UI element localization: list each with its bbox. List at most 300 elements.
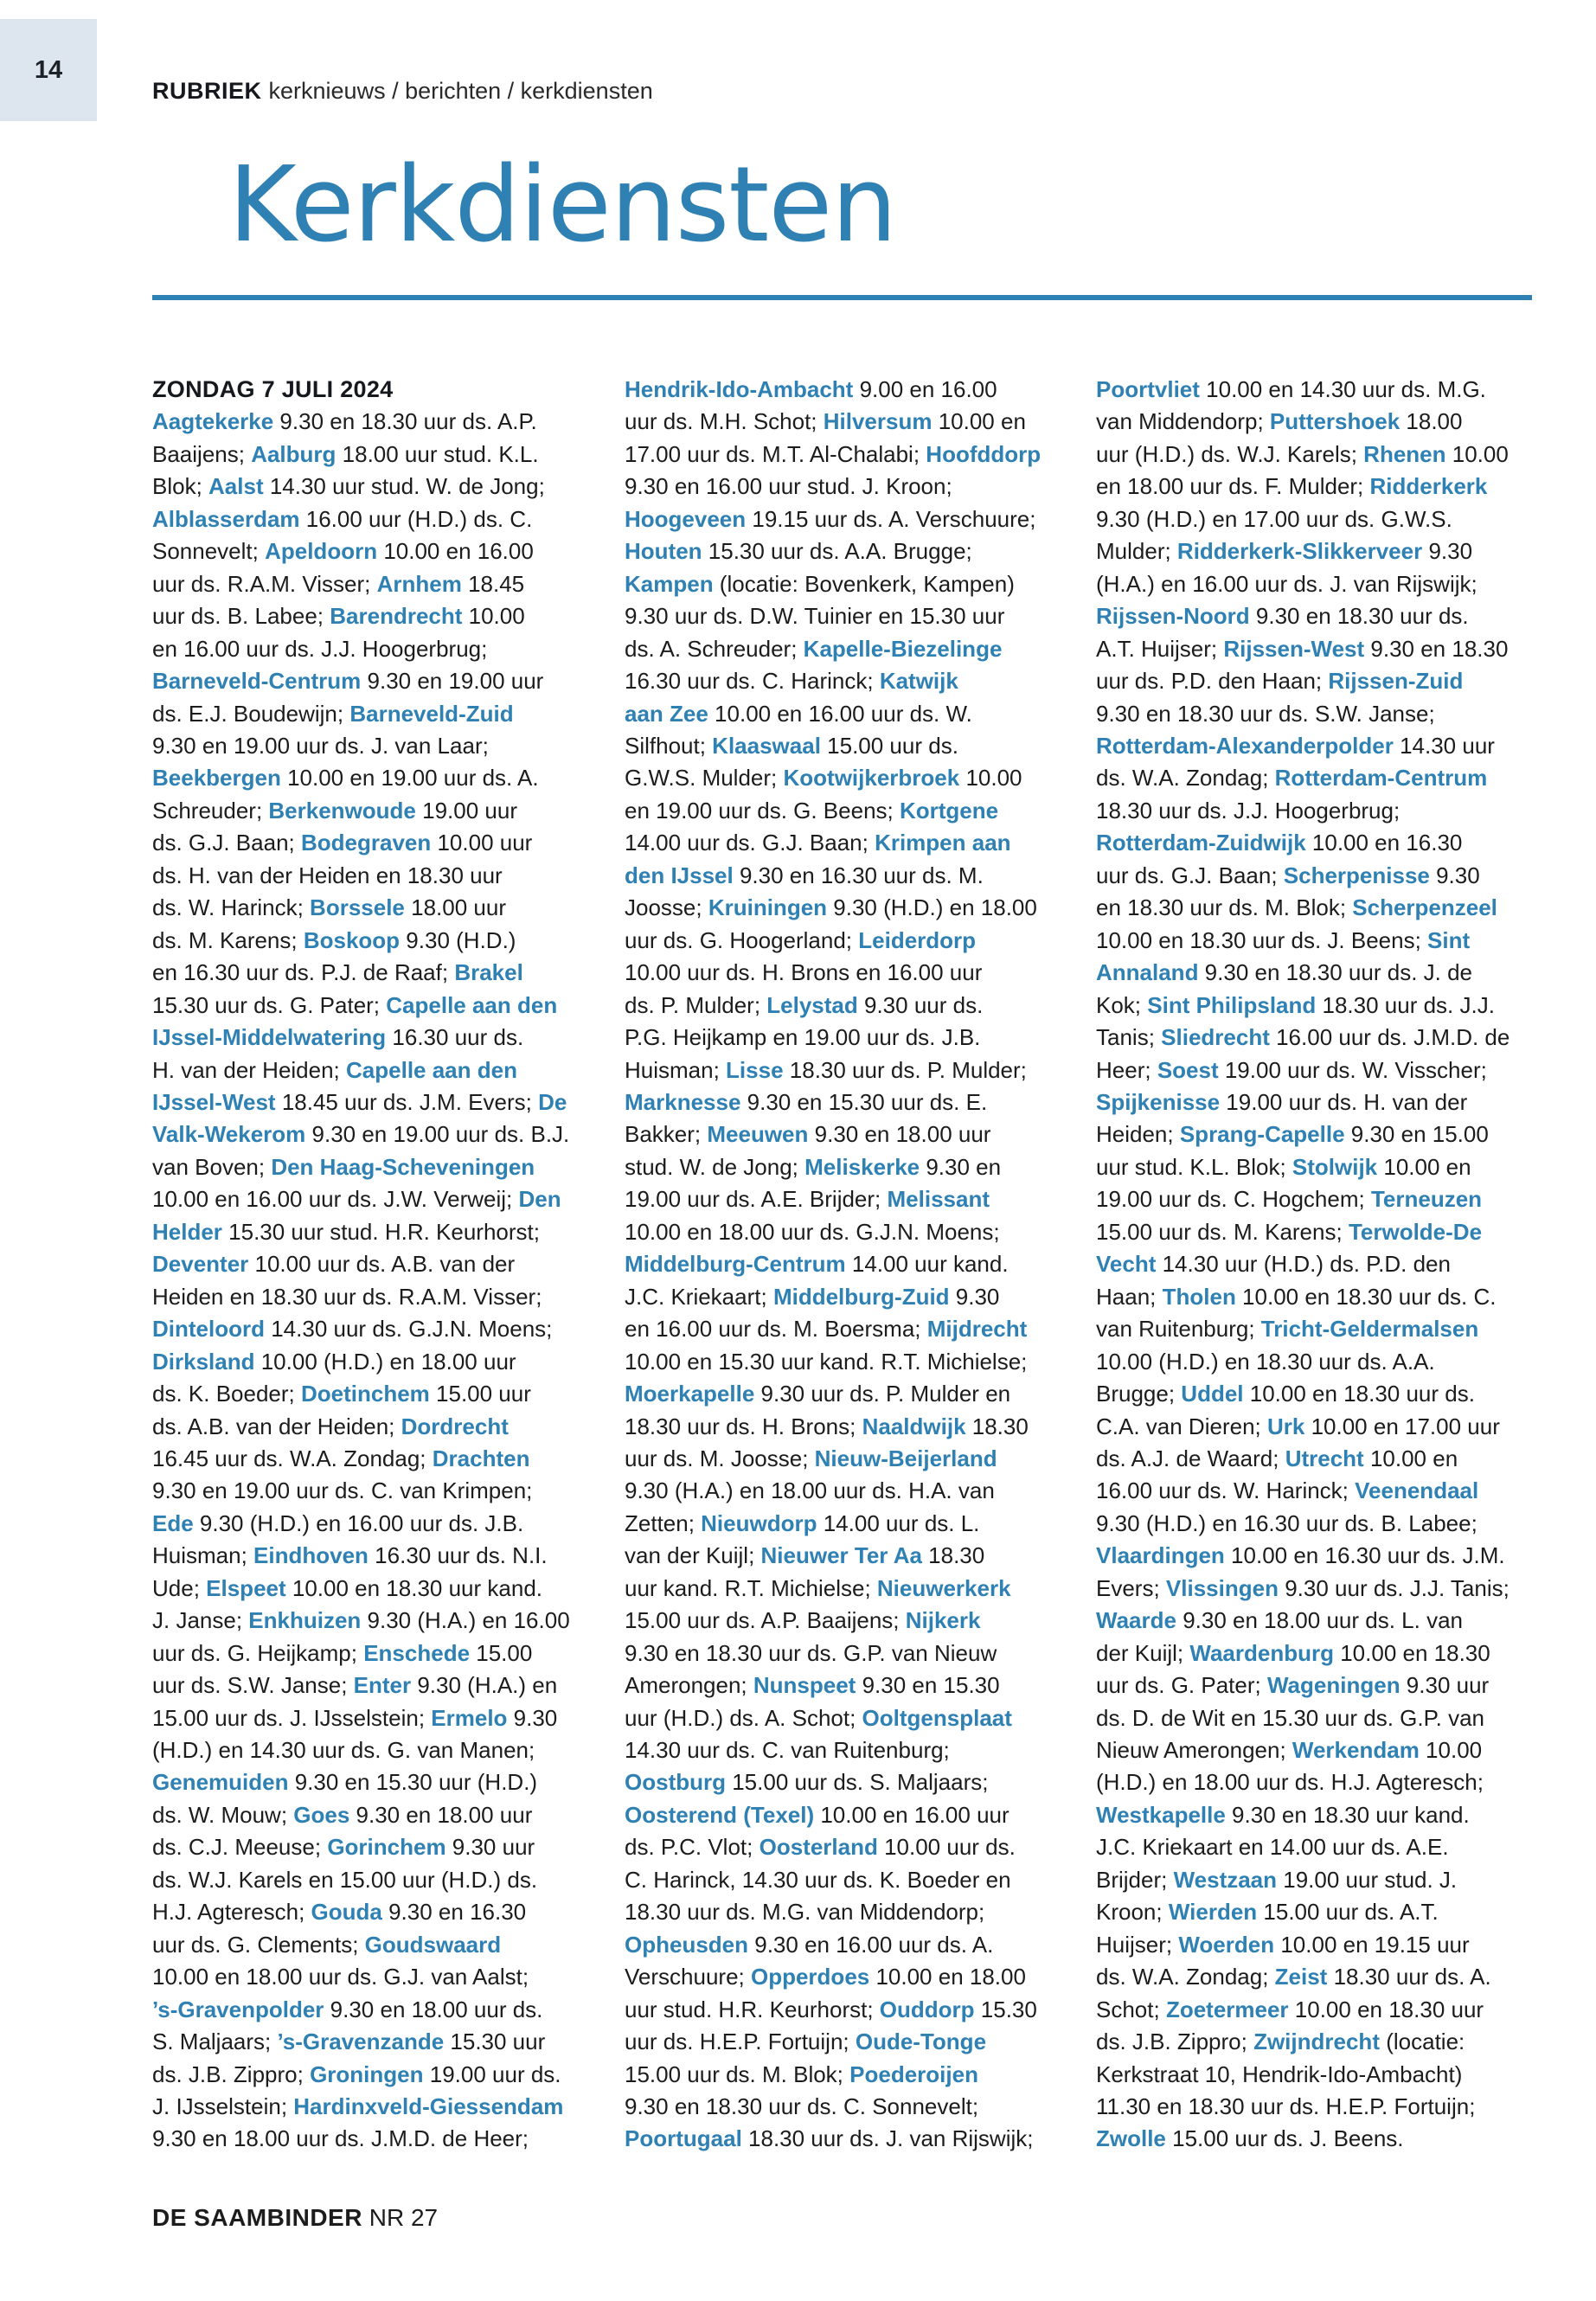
- service-details: 9.30 (H.D.) en 16.30 uur ds. B. Labee;: [1096, 1509, 1477, 1536]
- service-details: 9.30 en 18.30 uur ds. A.P.: [273, 408, 537, 435]
- listing-line: [625, 892, 1074, 924]
- listing-line: [1096, 1508, 1546, 1540]
- service-details: 9.30 (H.A.) en: [411, 1672, 558, 1699]
- service-details: 9.30 en 18.30 uur ds. S.W. Janse;: [1096, 700, 1435, 727]
- service-details: 18.45 uur ds. J.M. Evers;: [275, 1088, 539, 1115]
- service-details: 9.30: [1422, 538, 1473, 565]
- listing-line: [1096, 1831, 1546, 1863]
- service-details: 9.30 en 19.00 uur ds. J. van Laar;: [152, 732, 489, 759]
- service-details: 19.00 uur stud. J.: [1277, 1866, 1458, 1893]
- place-name: Oude-Tonge: [855, 2029, 987, 2055]
- listing-line: [625, 957, 1074, 989]
- listing-line: [1096, 1411, 1546, 1443]
- service-details: 9.30 (H.A.) en 16.00: [361, 1607, 570, 1634]
- service-details: G.W.S. Mulder;: [625, 765, 784, 792]
- listing-line: [152, 1378, 602, 1410]
- place-name: Kapelle-Biezelinge: [803, 635, 1003, 662]
- listing-line: [625, 1151, 1074, 1183]
- service-details: Ude;: [152, 1574, 207, 1601]
- listing-line: [625, 1346, 1074, 1378]
- service-details: 10.00 en 16.00 uur: [814, 1801, 1010, 1828]
- service-details: Joosse;: [625, 894, 708, 921]
- place-name: Den Haag-Scheveningen: [271, 1153, 535, 1180]
- service-details: 15.00 uur ds. J. Beens.: [1165, 2125, 1404, 2152]
- listing-line: [1096, 762, 1546, 794]
- service-details: J. Janse;: [152, 1607, 249, 1634]
- listing-line: [625, 2123, 1074, 2155]
- service-details: uur (H.D.) ds. A. Schot;: [625, 1704, 862, 1731]
- service-details: 14.30 uur stud. W. de Jong;: [263, 473, 545, 500]
- listing-line: [1096, 1670, 1546, 1702]
- place-name: Moerkapelle: [625, 1381, 755, 1407]
- service-details: 9.30 uur ds. D.W. Tuinier en 15.30 uur: [625, 603, 1005, 630]
- service-details: 10.00 en: [1363, 1445, 1458, 1471]
- place-name: Den: [518, 1186, 561, 1213]
- place-name: Marknesse: [625, 1088, 741, 1115]
- service-details: 9.30 (H.A.) en 18.00 uur ds. H.A. van: [625, 1477, 995, 1504]
- listing-line: [152, 439, 602, 471]
- listing-line: [625, 1378, 1074, 1410]
- place-name: Ouddorp: [879, 1996, 975, 2022]
- place-name: Vlissingen: [1165, 1574, 1279, 1601]
- service-details: 9.30: [1429, 862, 1480, 888]
- service-details: Baaijens;: [152, 440, 252, 467]
- listing-line: [1096, 957, 1546, 989]
- place-name: IJssel-Middelwatering: [152, 1024, 387, 1051]
- place-name: Barendrecht: [330, 603, 463, 630]
- listing-line: [1096, 925, 1546, 957]
- listing-line: [1096, 1054, 1546, 1086]
- place-name: Genemuiden: [152, 1769, 289, 1796]
- service-details: Huisman;: [152, 1542, 254, 1569]
- service-details: ds. W.A. Zondag;: [1096, 765, 1275, 792]
- service-details: 16.30 uur ds.: [386, 1024, 524, 1051]
- place-name: Dinteloord: [152, 1316, 265, 1343]
- listing-line: [1096, 600, 1546, 632]
- service-details: 9.30 (H.D.) en 18.00: [827, 894, 1037, 921]
- place-name: Poortvliet: [1096, 376, 1200, 402]
- place-name: Doetinchem: [300, 1381, 430, 1407]
- place-name: Nijkerk: [905, 1607, 981, 1634]
- service-details: 16.30 uur ds. C. Harinck;: [625, 668, 880, 695]
- service-details: 9.30 en 18.30 uur ds. C. Sonnevelt;: [625, 2093, 979, 2120]
- listing-line: [625, 860, 1074, 892]
- service-details: 10.00: [1445, 440, 1509, 467]
- service-details: 9.30 en 18.00 uur ds. J.M.D. de Heer;: [152, 2125, 529, 2152]
- service-details: ds. H. van der Heiden en 18.30 uur: [152, 862, 503, 888]
- listing-line: [152, 698, 602, 730]
- listing-line: [152, 1864, 602, 1896]
- listing-line: [625, 1183, 1074, 1215]
- listing-line: [1096, 1961, 1546, 1993]
- service-details: 10.00: [959, 765, 1022, 792]
- place-name: Uddel: [1181, 1381, 1244, 1407]
- service-details: 19.00 uur ds. H. van der: [1220, 1088, 1468, 1115]
- listing-line: [625, 1411, 1074, 1443]
- service-details: Haan;: [1096, 1283, 1163, 1310]
- listing-line: [152, 1799, 602, 1831]
- place-name: Arnhem: [376, 570, 462, 597]
- listing-line: [152, 1281, 602, 1313]
- service-details: 18.00 uur stud. K.L.: [336, 440, 539, 467]
- listing-line: [625, 1864, 1074, 1896]
- service-details: 9.30 en 18.30 uur ds.: [1249, 603, 1469, 630]
- listing-line: [625, 1248, 1074, 1280]
- listing-line: [1096, 1766, 1546, 1798]
- service-details: 9.30 en 18.30 uur kand.: [1225, 1801, 1470, 1828]
- service-details: uur ds. S.W. Janse;: [152, 1672, 354, 1699]
- listing-line: [152, 1929, 602, 1961]
- place-name: Werkendam: [1292, 1737, 1420, 1764]
- service-details: C.A. van Dieren;: [1096, 1413, 1267, 1439]
- place-name: Meeuwen: [707, 1121, 809, 1148]
- place-name: Krimpen aan: [875, 830, 1011, 856]
- place-name: Hendrik-Ido-Ambacht: [625, 376, 854, 402]
- listing-line: [152, 762, 602, 794]
- service-details: uur ds. G.J. Baan;: [1096, 862, 1284, 888]
- service-details: 15.00 uur: [429, 1381, 531, 1407]
- rubric-path: kerknieuws / berichten / kerkdiensten: [268, 78, 653, 104]
- service-details: 19.15 uur ds. A. Verschuure;: [746, 505, 1036, 532]
- listing-line: [1096, 860, 1546, 892]
- service-details: Blok;: [152, 473, 209, 500]
- service-details: 10.00 en 18.30 uur ds.: [1243, 1381, 1475, 1407]
- place-name: Meliskerke: [804, 1153, 920, 1180]
- place-name: Capelle aan den: [386, 991, 558, 1018]
- listing-line: [152, 1831, 602, 1863]
- service-details: 18.00 uur: [404, 894, 506, 921]
- service-details: 9.30 (H.D.) en 16.00 uur ds. J.B.: [193, 1509, 524, 1536]
- listing-line: [152, 1346, 602, 1378]
- listing-line: [625, 665, 1074, 697]
- place-name: Katwijk: [879, 668, 958, 695]
- service-details: 16.30 uur ds. N.I.: [368, 1542, 548, 1569]
- listing-line: [625, 698, 1074, 730]
- listing-line: [625, 1118, 1074, 1150]
- listing-line: [625, 1702, 1074, 1734]
- listing-line: [152, 1086, 602, 1118]
- service-details: uur ds. G. Heijkamp;: [152, 1639, 364, 1666]
- service-details: H.J. Agteresch;: [152, 1899, 311, 1926]
- service-details: en 16.00 uur ds. J.J. Hoogerbrug;: [152, 635, 488, 662]
- service-details: 9.30 en 15.30: [856, 1672, 1000, 1699]
- service-details: 10.00 en 18.30 uur ds. J. Beens;: [1096, 926, 1428, 953]
- place-name: Annaland: [1096, 959, 1199, 986]
- place-name: Tholen: [1162, 1283, 1236, 1310]
- service-details: 19.00 uur ds.: [423, 2061, 561, 2087]
- date-heading: ZONDAG 7 JULI 2024: [152, 376, 394, 402]
- service-details: 15.00 uur ds. J. IJsselstein;: [152, 1704, 432, 1731]
- service-details: 14.00 uur ds. G.J. Baan;: [625, 830, 875, 856]
- place-name: Rotterdam-Zuidwijk: [1096, 830, 1306, 856]
- service-details: ds. K. Boeder;: [152, 1381, 301, 1407]
- place-name: Sliedrecht: [1161, 1024, 1270, 1051]
- listing-line: [1096, 1313, 1546, 1345]
- place-name: Ede: [152, 1509, 194, 1536]
- place-name: Valk-Wekerom: [152, 1121, 306, 1148]
- service-details: Sonnevelt;: [152, 538, 266, 565]
- listing-line: [625, 1313, 1074, 1345]
- service-details: 9.30 en 16.00 uur ds. A.: [748, 1931, 994, 1958]
- listing-line: [625, 1670, 1074, 1702]
- listing-line: [1096, 1702, 1546, 1734]
- place-name: Barneveld-Centrum: [152, 668, 362, 695]
- place-name: Zwijndrecht: [1253, 2029, 1380, 2055]
- service-details: uur ds. B. Labee;: [152, 603, 330, 630]
- service-details: 18.30 uur ds. H. Brons;: [625, 1413, 862, 1439]
- place-name: Apeldoorn: [265, 538, 378, 565]
- service-details: 9.30 en: [920, 1153, 1002, 1180]
- service-details: 10.00 uur: [431, 830, 533, 856]
- listing-line: [1096, 633, 1546, 665]
- place-name: Nieuwerkerk: [876, 1574, 1011, 1601]
- service-details: 18.30: [965, 1413, 1029, 1439]
- service-details: 18.45: [461, 570, 525, 597]
- service-details: P.G. Heijkamp en 19.00 uur ds. J.B.: [625, 1024, 981, 1051]
- place-name: Brakel: [454, 959, 523, 986]
- listing-line: [1096, 2026, 1546, 2058]
- place-name: Aalst: [208, 473, 264, 500]
- service-details: 11.30 en 18.30 uur ds. H.E.P. Fortuijn;: [1096, 2093, 1476, 2120]
- service-details: Nieuw Amerongen;: [1096, 1737, 1292, 1764]
- listing-line: [625, 1896, 1074, 1928]
- service-details: en 19.00 uur ds. G. Beens;: [625, 797, 900, 824]
- listing-line: [152, 1054, 602, 1086]
- service-details: Brugge;: [1096, 1381, 1182, 1407]
- service-details: 10.00 en: [932, 408, 1026, 435]
- service-details: 19.00 uur ds. W. Visscher;: [1218, 1056, 1487, 1083]
- service-details: 18.30 uur ds. A.: [1327, 1964, 1491, 1990]
- service-details: 15.00: [470, 1639, 533, 1666]
- listing-line: [152, 730, 602, 762]
- place-name: Dirksland: [152, 1348, 255, 1375]
- service-details: Kroon;: [1096, 1899, 1169, 1926]
- service-details: 9.30: [949, 1283, 1000, 1310]
- service-details: Heer;: [1096, 1056, 1157, 1083]
- place-name: Poortugaal: [625, 2125, 742, 2152]
- listing-line: [1096, 795, 1546, 827]
- place-name: Utrecht: [1285, 1445, 1364, 1471]
- listing-line: [1096, 698, 1546, 730]
- service-details: 18.30 uur ds. M.G. van Middendorp;: [625, 1899, 985, 1926]
- listing-line: [152, 1896, 602, 1928]
- service-details: 14.30 uur (H.D.) ds. P.D. den: [1156, 1251, 1451, 1278]
- service-details: 16.00 uur (H.D.) ds. C.: [299, 505, 533, 532]
- listing-line: [625, 990, 1074, 1022]
- listing-line: [625, 1605, 1074, 1637]
- service-details: 14.30 uur: [1393, 732, 1495, 759]
- listing-line: [1096, 2059, 1546, 2091]
- service-details: ds. C.J. Meeuse;: [152, 1834, 328, 1861]
- listing-line: [625, 1086, 1074, 1118]
- listing-line: [1096, 1799, 1546, 1831]
- service-details: (H.D.) en 14.30 uur ds. G. van Manen;: [152, 1737, 535, 1764]
- place-name: Nieuw-Beijerland: [814, 1445, 997, 1471]
- place-name: Groningen: [310, 2061, 424, 2087]
- listing-line: [152, 990, 602, 1022]
- listing-line: [1096, 1183, 1546, 1215]
- service-details: uur (H.D.) ds. W.J. Karels;: [1096, 440, 1364, 467]
- listing-line: [1096, 2123, 1546, 2155]
- place-name: Zwolle: [1096, 2125, 1166, 2152]
- place-name: Hoogeveen: [625, 505, 747, 532]
- service-details: 9.30 en 15.00: [1344, 1121, 1489, 1148]
- service-details: 9.30 en 18.30: [1364, 635, 1509, 662]
- listing-line: [152, 1183, 602, 1215]
- service-details: Brijder;: [1096, 1866, 1174, 1893]
- listing-line: [152, 633, 602, 665]
- service-details: 10.00 en 15.30 uur kand. R.T. Michielse;: [625, 1348, 1028, 1375]
- place-name: Scherpenisse: [1283, 862, 1430, 888]
- service-details: ds. W.A. Zondag;: [1096, 1964, 1275, 1990]
- place-name: Kortgene: [899, 797, 999, 824]
- service-details: 9.30 en 16.30: [381, 1899, 527, 1926]
- service-details: 10.00: [462, 603, 525, 630]
- service-details: (locatie: Bovenkerk, Kampen): [713, 570, 1015, 597]
- listing-line: [152, 892, 602, 924]
- place-name: Rhenen: [1363, 440, 1446, 467]
- service-details: Evers;: [1096, 1574, 1166, 1601]
- listing-line: [625, 827, 1074, 859]
- place-name: Helder: [152, 1218, 222, 1245]
- service-details: 19.00 uur ds. C. Hogchem;: [1096, 1186, 1371, 1213]
- listing-line: [625, 1540, 1074, 1572]
- listing-line: [1096, 1638, 1546, 1670]
- service-details: Tanis;: [1096, 1024, 1162, 1051]
- service-details: ds. A.B. van der Heiden;: [152, 1413, 401, 1439]
- service-details: 9.30 uur: [445, 1834, 535, 1861]
- listing-line: [625, 1508, 1074, 1540]
- service-details: (H.A.) en 16.00 uur ds. J. van Rijswijk;: [1096, 570, 1477, 597]
- listing-line: [1096, 503, 1546, 535]
- place-name: ’s-Gravenzande: [277, 2029, 445, 2055]
- service-details: Heiden;: [1096, 1121, 1180, 1148]
- listing-line: [1096, 827, 1546, 859]
- place-name: Barneveld-Zuid: [349, 700, 514, 727]
- service-details: 9.30 en 15.30 uur (H.D.): [288, 1769, 538, 1796]
- listing-line: [152, 1248, 602, 1280]
- place-name: Sint Philipsland: [1147, 991, 1317, 1018]
- place-name: Dordrecht: [401, 1413, 509, 1439]
- listing-line: [625, 1638, 1074, 1670]
- service-details: 9.30 (H.D.): [400, 926, 516, 953]
- place-name: Nunspeet: [753, 1672, 856, 1699]
- service-details: Amerongen;: [625, 1672, 753, 1699]
- place-name: Sprang-Capelle: [1179, 1121, 1345, 1148]
- service-details: 9.30: [507, 1704, 558, 1731]
- place-name: Westkapelle: [1096, 1801, 1226, 1828]
- listing-line: [1096, 1734, 1546, 1766]
- place-name: Enschede: [363, 1639, 471, 1666]
- service-details: 14.00 uur kand.: [845, 1251, 1009, 1278]
- service-details: 10.00 (H.D.) en 18.00 uur: [254, 1348, 516, 1375]
- listing-line: [1096, 1540, 1546, 1572]
- listing-line: [625, 1054, 1074, 1086]
- service-details: ds. P. Mulder;: [625, 991, 767, 1018]
- place-name: aan Zee: [625, 700, 708, 727]
- place-name: den IJssel: [625, 862, 734, 888]
- service-details: 9.30 en 18.30 uur ds. J. de: [1198, 959, 1473, 986]
- listing-line: [152, 957, 602, 989]
- service-details: ds. D. de Wit en 15.30 uur ds. G.P. van: [1096, 1704, 1484, 1731]
- service-details: Schreuder;: [152, 797, 269, 824]
- listing-line: [152, 1151, 602, 1183]
- place-name: Gorinchem: [327, 1834, 446, 1861]
- listing-line: [625, 1831, 1074, 1863]
- service-details: 10.00 en 18.30: [1334, 1639, 1490, 1666]
- service-details: Heiden en 18.30 uur ds. R.A.M. Visser;: [152, 1283, 542, 1310]
- place-name: Rijssen-West: [1223, 635, 1365, 662]
- service-details: J.C. Kriekaart en 14.00 uur ds. A.E.: [1096, 1834, 1449, 1861]
- service-details: 10.00 en 19.00 uur ds. A.: [280, 765, 539, 792]
- service-details: (H.D.) en 18.00 uur ds. H.J. Agteresch;: [1096, 1769, 1484, 1796]
- service-details: 9.30 en 16.00 uur stud. J. Kroon;: [625, 473, 952, 500]
- place-name: Oosterend (Texel): [625, 1801, 815, 1828]
- listing-line: [625, 1766, 1074, 1798]
- place-name: Oosterland: [759, 1834, 878, 1861]
- service-details: Kok;: [1096, 991, 1148, 1018]
- service-details: 14.30 uur ds. G.J.N. Moens;: [265, 1316, 553, 1343]
- service-details: ds. J.B. Zippro;: [1096, 2029, 1254, 2055]
- service-details: 10.00 uur ds.: [877, 1834, 1016, 1861]
- service-details: 10.00 en 16.30 uur ds. J.M.: [1224, 1542, 1505, 1569]
- service-details: uur ds. M. Joosse;: [625, 1445, 815, 1471]
- listing-line: [1096, 406, 1546, 438]
- place-name: Poederoijen: [849, 2061, 978, 2087]
- service-details: uur stud. K.L. Blok;: [1096, 1153, 1292, 1180]
- place-name: Nieuwdorp: [701, 1509, 817, 1536]
- place-name: Westzaan: [1173, 1866, 1278, 1893]
- listing-line: [1096, 2091, 1546, 2123]
- place-name: Rotterdam-Centrum: [1274, 765, 1488, 792]
- service-details: 14.00 uur ds. L.: [817, 1509, 980, 1536]
- service-details: uur kand. R.T. Michielse;: [625, 1574, 877, 1601]
- service-details: 9.30 uur ds.: [857, 991, 984, 1018]
- listing-line: [1096, 1475, 1546, 1507]
- place-name: Lelystad: [766, 991, 858, 1018]
- place-name: Puttershoek: [1269, 408, 1401, 435]
- service-details: 9.30 en 16.30 uur ds. M.: [733, 862, 984, 888]
- service-details: 18.30: [921, 1542, 985, 1569]
- listing-line: [625, 471, 1074, 503]
- service-details: 10.00 en 17.00 uur: [1304, 1413, 1500, 1439]
- service-details: van der Kuijl;: [625, 1542, 761, 1569]
- listing-line: [152, 535, 602, 567]
- place-name: Hoofddorp: [926, 440, 1042, 467]
- service-details: 15.00 uur ds. A.T.: [1257, 1899, 1439, 1926]
- listing-line: [1096, 1216, 1546, 1248]
- listing-line: [152, 665, 602, 697]
- publication-name: DE SAAMBINDER: [152, 2204, 362, 2231]
- service-details: 10.00 en 18.00 uur ds. G.J. van Aalst;: [152, 1964, 529, 1990]
- place-name: Aalburg: [251, 440, 337, 467]
- listing-line: [625, 374, 1074, 406]
- listing-line: [625, 1022, 1074, 1054]
- listing-line: [152, 1670, 602, 1702]
- listing-line: [1096, 1281, 1546, 1313]
- service-details: 9.30 en 18.00 uur: [349, 1801, 533, 1828]
- place-name: Beekbergen: [152, 765, 281, 792]
- place-name: Spijkenisse: [1096, 1088, 1221, 1115]
- listing-line: [152, 568, 602, 600]
- place-name: ’s-Gravenpolder: [152, 1996, 324, 2022]
- service-details: J.C. Kriekaart;: [625, 1283, 773, 1310]
- place-name: Bodegraven: [300, 830, 432, 856]
- listing-line: [625, 439, 1074, 471]
- listing-line: [625, 633, 1074, 665]
- listing-line: [625, 925, 1074, 957]
- listing-line: [152, 1508, 602, 1540]
